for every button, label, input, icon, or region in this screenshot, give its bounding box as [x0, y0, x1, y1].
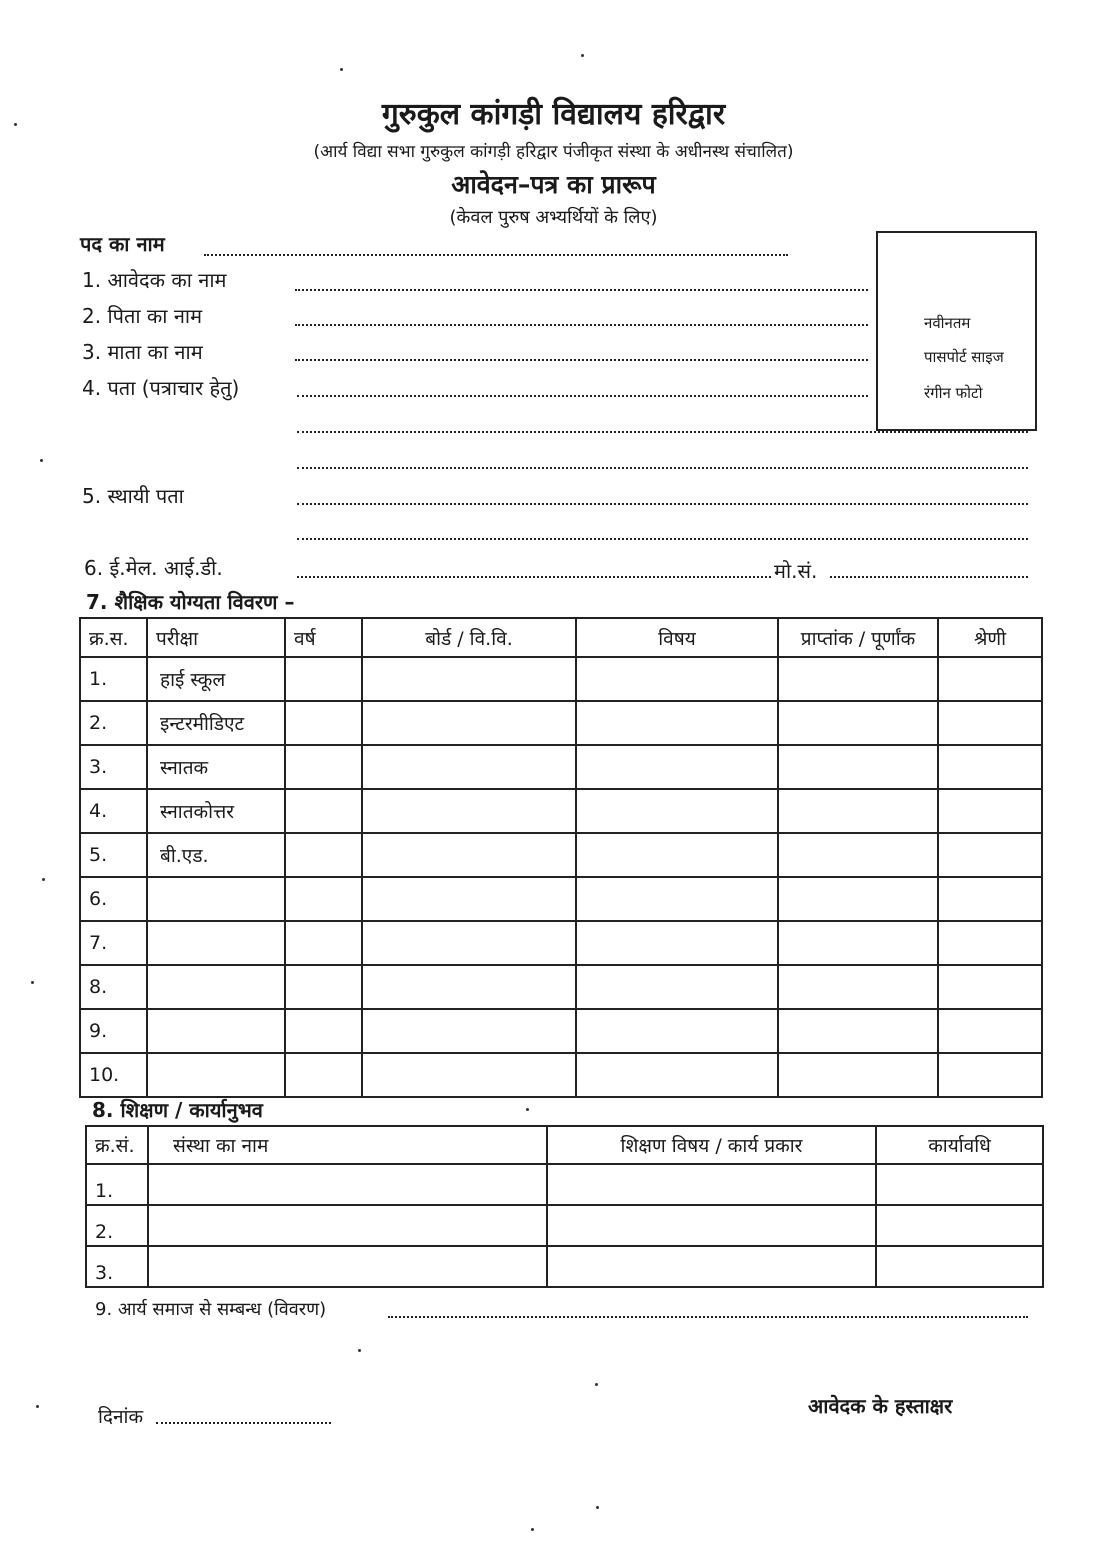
edu-entry-cell[interactable] — [285, 1009, 362, 1053]
edu-row-exam: स्नातकोत्तर — [147, 789, 285, 833]
edu-entry-cell[interactable] — [938, 701, 1042, 745]
edu-entry-cell[interactable] — [938, 789, 1042, 833]
institution-title: गुरुकुल कांगड़ी विद्यालय हरिद्वार — [381, 97, 726, 132]
exp-entry-cell[interactable] — [148, 1246, 547, 1287]
edu-entry-cell[interactable] — [778, 701, 938, 745]
edu-entry-cell[interactable] — [362, 833, 576, 877]
scan-speck — [40, 459, 43, 462]
edu-entry-cell[interactable] — [285, 921, 362, 965]
mother-name-field[interactable] — [295, 359, 868, 361]
edu-entry-cell[interactable] — [778, 833, 938, 877]
exp-col-serial: क्र.सं. — [86, 1126, 148, 1164]
edu-col-exam: परीक्षा — [147, 618, 285, 657]
edu-entry-cell[interactable] — [778, 965, 938, 1009]
scan-speck — [42, 878, 45, 881]
applicant-name-label: 1. आवेदक का नाम — [82, 268, 227, 292]
edu-entry-cell[interactable] — [576, 921, 778, 965]
scan-speck — [36, 1405, 39, 1408]
edu-row-exam: स्नातक — [147, 745, 285, 789]
edu-entry-cell[interactable] — [938, 1053, 1042, 1097]
edu-col-board: बोर्ड / वि.वि. — [362, 618, 576, 657]
edu-entry-cell[interactable] — [938, 1009, 1042, 1053]
edu-entry-cell[interactable] — [938, 965, 1042, 1009]
scan-speck — [531, 1528, 534, 1531]
edu-entry-cell[interactable] — [285, 833, 362, 877]
edu-row-serial: 4. — [80, 789, 147, 833]
address-label: 4. पता (पत्राचार हेतु) — [82, 376, 240, 400]
edu-entry-cell[interactable] — [362, 1053, 576, 1097]
edu-entry-cell[interactable] — [576, 701, 778, 745]
education-row — [80, 657, 1042, 701]
exp-entry-cell[interactable] — [148, 1205, 547, 1246]
address-field-line-3[interactable] — [297, 467, 1028, 469]
edu-entry-cell[interactable] — [576, 657, 778, 701]
education-table — [79, 617, 1043, 1098]
edu-entry-cell[interactable] — [778, 877, 938, 921]
edu-entry-cell[interactable] — [778, 789, 938, 833]
edu-entry-cell[interactable] — [285, 745, 362, 789]
edu-row-serial: 7. — [80, 921, 147, 965]
education-row — [80, 921, 1042, 965]
education-row — [80, 701, 1042, 745]
experience-row — [86, 1246, 1043, 1287]
edu-entry-cell[interactable] — [778, 921, 938, 965]
experience-row — [86, 1164, 1043, 1205]
exp-entry-cell[interactable] — [547, 1205, 876, 1246]
edu-row-exam — [147, 877, 285, 921]
mobile-label: मो.सं. — [774, 559, 818, 583]
edu-entry-cell[interactable] — [362, 921, 576, 965]
education-row — [80, 745, 1042, 789]
address-field-line-2[interactable] — [297, 431, 1028, 433]
exp-entry-cell[interactable] — [876, 1205, 1043, 1246]
scan-speck — [526, 1108, 529, 1111]
edu-row-exam: हाई स्कूल — [147, 657, 285, 701]
signature-label: आवेदक के हस्ताक्षर — [808, 1394, 953, 1418]
form-note: (केवल पुरुष अभ्यर्थियों के लिए) — [449, 207, 658, 228]
edu-entry-cell[interactable] — [576, 789, 778, 833]
photo-box[interactable] — [876, 231, 1037, 431]
scan-speck — [595, 1383, 598, 1386]
exp-entry-cell[interactable] — [876, 1164, 1043, 1205]
exp-row-serial: 2. — [86, 1205, 148, 1246]
edu-row-serial: 2. — [80, 701, 147, 745]
date-label: दिनांक — [98, 1406, 144, 1428]
edu-col-marks: प्राप्तांक / पूर्णांक — [778, 618, 938, 657]
edu-entry-cell[interactable] — [362, 877, 576, 921]
edu-row-exam: बी.एड. — [147, 833, 285, 877]
education-row — [80, 1053, 1042, 1097]
edu-row-serial: 8. — [80, 965, 147, 1009]
exp-col-subject-work: शिक्षण विषय / कार्य प्रकार — [547, 1126, 876, 1164]
education-heading: 7. शैक्षिक योग्यता विवरण – — [86, 590, 295, 614]
permanent-address-label: 5. स्थायी पता — [82, 484, 184, 508]
scan-speck — [340, 68, 343, 71]
date-field[interactable] — [156, 1422, 331, 1424]
edu-entry-cell[interactable] — [576, 833, 778, 877]
institution-subtitle: (आर्य विद्या सभा गुरुकुल कांगड़ी हरिद्वार पंजीकृत संस्था के अधीनस्थ संचालित) — [313, 142, 794, 162]
exp-entry-cell[interactable] — [876, 1246, 1043, 1287]
experience-row — [86, 1205, 1043, 1246]
exp-entry-cell[interactable] — [547, 1246, 876, 1287]
edu-entry-cell[interactable] — [285, 1053, 362, 1097]
edu-entry-cell[interactable] — [576, 1053, 778, 1097]
edu-row-serial: 10. — [80, 1053, 147, 1097]
exp-col-institution: संस्था का नाम — [148, 1126, 547, 1164]
edu-col-division: श्रेणी — [938, 618, 1042, 657]
father-name-label: 2. पिता का नाम — [82, 304, 203, 328]
edu-row-exam — [147, 1053, 285, 1097]
edu-row-exam — [147, 1009, 285, 1053]
post-name-field[interactable] — [204, 254, 788, 256]
exp-entry-cell[interactable] — [547, 1164, 876, 1205]
education-row — [80, 789, 1042, 833]
edu-row-exam — [147, 921, 285, 965]
scan-speck — [358, 1349, 361, 1352]
arya-samaj-label: 9. आर्य समाज से सम्बन्ध (विवरण) — [95, 1299, 327, 1320]
edu-entry-cell[interactable] — [362, 1009, 576, 1053]
edu-row-serial: 6. — [80, 877, 147, 921]
edu-entry-cell[interactable] — [938, 657, 1042, 701]
edu-entry-cell[interactable] — [285, 965, 362, 1009]
education-row — [80, 877, 1042, 921]
edu-row-serial: 9. — [80, 1009, 147, 1053]
edu-row-exam — [147, 965, 285, 1009]
edu-entry-cell[interactable] — [576, 877, 778, 921]
experience-table — [85, 1125, 1044, 1288]
edu-row-serial: 5. — [80, 833, 147, 877]
edu-entry-cell[interactable] — [285, 657, 362, 701]
edu-entry-cell[interactable] — [778, 1053, 938, 1097]
scan-speck — [14, 123, 17, 126]
education-row — [80, 1009, 1042, 1053]
scan-speck — [31, 981, 34, 984]
edu-entry-cell[interactable] — [362, 789, 576, 833]
post-name-label: पद का नाम — [80, 232, 165, 256]
address-field-line-1[interactable] — [297, 395, 868, 397]
edu-entry-cell[interactable] — [576, 745, 778, 789]
edu-entry-cell[interactable] — [938, 877, 1042, 921]
exp-entry-cell[interactable] — [148, 1164, 547, 1205]
email-field[interactable] — [297, 576, 771, 578]
exp-col-duration: कार्यावधि — [876, 1126, 1043, 1164]
education-row — [80, 965, 1042, 1009]
edu-entry-cell[interactable] — [576, 1009, 778, 1053]
edu-row-exam: इन्टरमीडिएट — [147, 701, 285, 745]
applicant-name-field[interactable] — [295, 289, 868, 291]
exp-row-serial: 1. — [86, 1164, 148, 1205]
edu-entry-cell[interactable] — [576, 965, 778, 1009]
scan-speck — [581, 54, 584, 57]
edu-row-serial: 3. — [80, 745, 147, 789]
edu-entry-cell[interactable] — [778, 1009, 938, 1053]
exp-row-serial: 3. — [86, 1246, 148, 1287]
photo-note-line-3: रंगीन फोटो — [924, 384, 983, 402]
education-row — [80, 833, 1042, 877]
edu-entry-cell[interactable] — [938, 833, 1042, 877]
edu-row-serial: 1. — [80, 657, 147, 701]
edu-entry-cell[interactable] — [938, 921, 1042, 965]
mother-name-label: 3. माता का नाम — [82, 340, 203, 364]
edu-col-serial: क्र.स. — [80, 618, 147, 657]
arya-samaj-field[interactable] — [388, 1316, 1028, 1318]
edu-entry-cell[interactable] — [285, 877, 362, 921]
edu-entry-cell[interactable] — [362, 657, 576, 701]
edu-entry-cell[interactable] — [362, 701, 576, 745]
edu-entry-cell[interactable] — [362, 965, 576, 1009]
edu-entry-cell[interactable] — [778, 657, 938, 701]
edu-entry-cell[interactable] — [285, 789, 362, 833]
email-label: 6. ई.मेल. आई.डी. — [84, 556, 223, 580]
photo-note-line-1: नवीनतम — [924, 314, 971, 332]
father-name-field[interactable] — [295, 324, 868, 326]
edu-col-year: वर्ष — [285, 618, 362, 657]
photo-note-line-2: पासपोर्ट साइज — [924, 348, 1004, 366]
scan-speck — [596, 1506, 599, 1509]
edu-col-subject: विषय — [576, 618, 778, 657]
edu-entry-cell[interactable] — [362, 745, 576, 789]
permanent-address-field-line-2[interactable] — [297, 538, 1028, 540]
form-title: आवेदन–पत्र का प्रारूप — [451, 170, 656, 199]
edu-entry-cell[interactable] — [285, 701, 362, 745]
edu-entry-cell[interactable] — [778, 745, 938, 789]
mobile-field[interactable] — [830, 576, 1028, 578]
permanent-address-field-line-1[interactable] — [297, 503, 1028, 505]
edu-entry-cell[interactable] — [938, 745, 1042, 789]
experience-heading: 8. शिक्षण / कार्यानुभव — [92, 1098, 263, 1122]
